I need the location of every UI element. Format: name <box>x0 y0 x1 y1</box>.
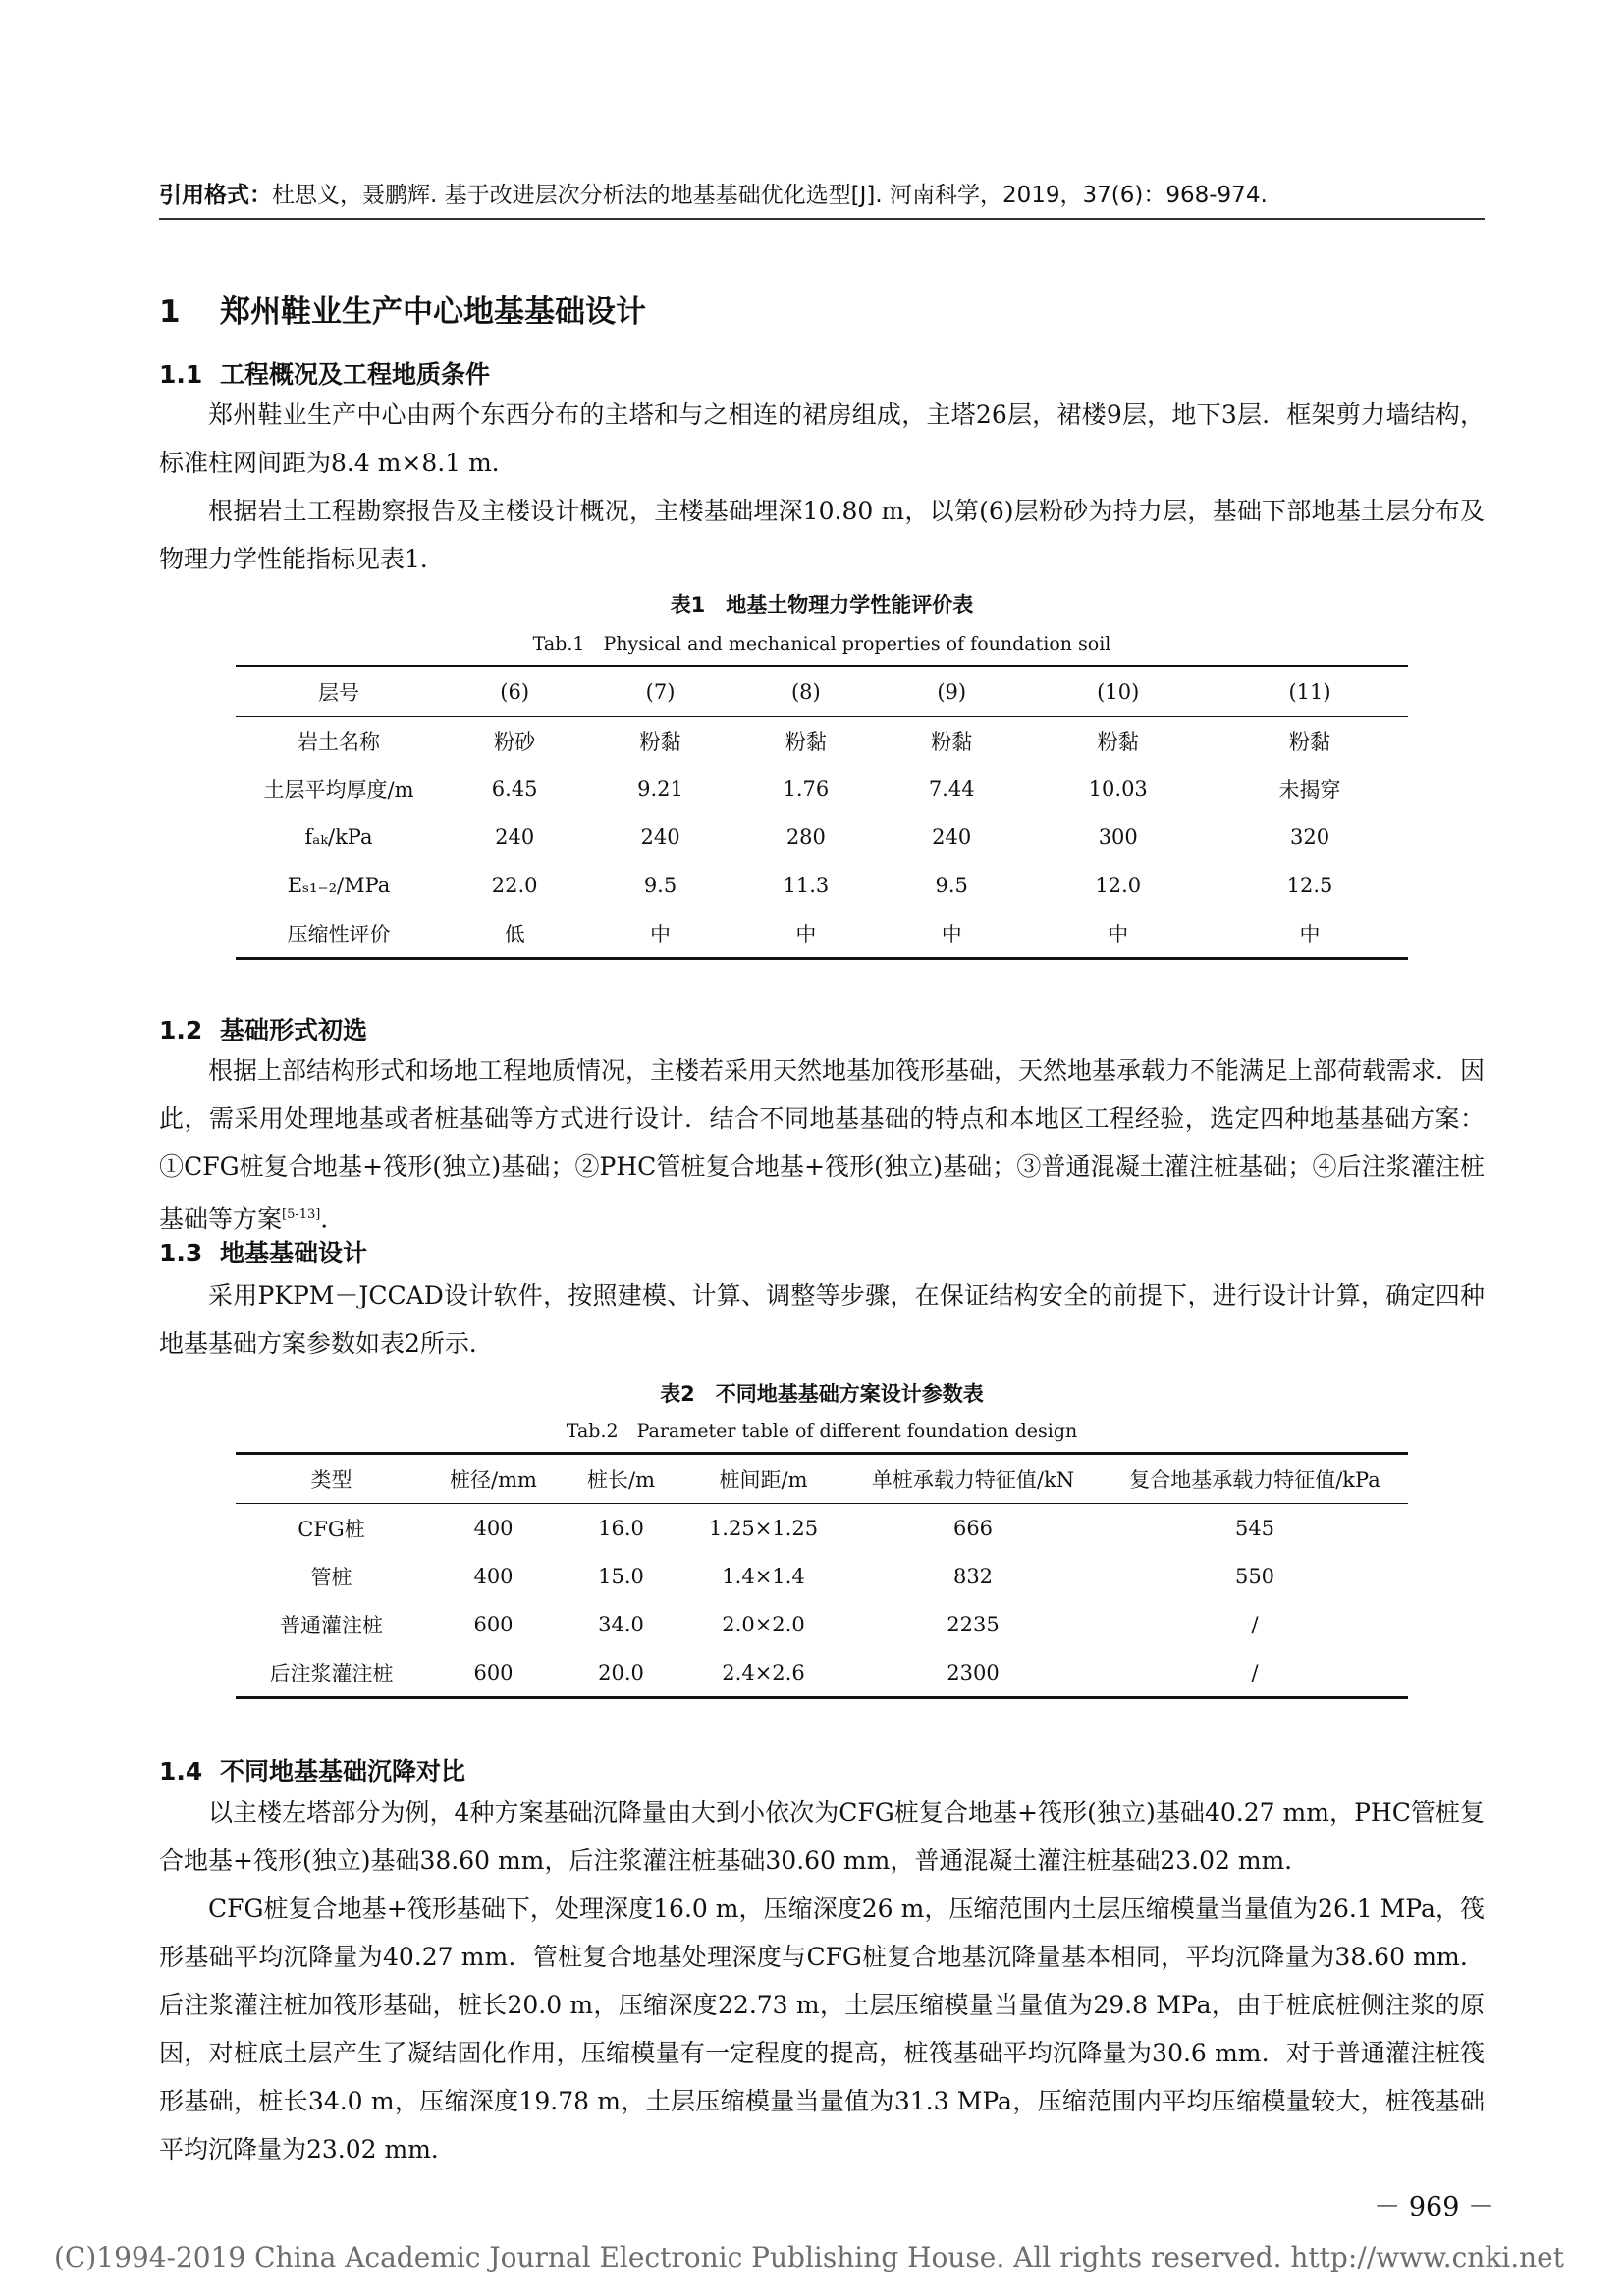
paragraph-block-1-1 <box>159 391 1485 583</box>
table-cell: 管桩 <box>310 1565 352 1589</box>
table-cell: 15.0 <box>598 1564 644 1588</box>
table-cell: 后注浆灌注桩 <box>269 1661 394 1685</box>
table-cell: 22.0 <box>491 873 538 897</box>
table-cell: 2235 <box>947 1612 1000 1636</box>
section-heading <box>159 287 646 331</box>
table-cell: 土层平均厚度/m <box>263 777 414 802</box>
table-cell: 240 <box>932 825 972 849</box>
table-cell: 2300 <box>947 1660 1000 1684</box>
table-cell: 11.3 <box>783 873 830 897</box>
table-cell: 未揭穿 <box>1278 777 1341 802</box>
table-row <box>236 765 1408 813</box>
table-cell: 中 <box>1299 922 1321 946</box>
subsection-number: 1.2 <box>159 1016 203 1044</box>
table-cell: 中 <box>941 922 962 946</box>
subsection-title: 工程概况及工程地质条件 <box>220 360 491 389</box>
subsection-heading-1-3 <box>159 1234 367 1269</box>
section-number: 1 <box>159 294 181 330</box>
citation-reference: [5-13] <box>282 1207 321 1222</box>
subsection-number: 1.4 <box>159 1757 203 1786</box>
table-cell: / <box>1251 1660 1259 1684</box>
table2 <box>236 1452 1408 1699</box>
table-cell: 低 <box>504 922 525 946</box>
table-cell: 1.76 <box>783 776 830 801</box>
table-cell: 20.0 <box>598 1660 644 1684</box>
subsection-number: 1.1 <box>159 360 203 389</box>
table-header-cell: 类型 <box>310 1468 352 1492</box>
table-row <box>236 909 1408 959</box>
table-row <box>236 1504 1408 1553</box>
citation-line <box>159 177 1485 209</box>
table-cell: 粉黏 <box>785 729 827 754</box>
table-cell: 1.25×1.25 <box>708 1516 819 1540</box>
subsection-title: 不同地基基础沉降对比 <box>220 1757 466 1786</box>
table-cell: 9.5 <box>643 873 677 897</box>
paragraph: 根据岩土工程勘察报告及主楼设计概况，主楼基础埋深10.80 m，以第(6)层粉砂为持力层，基础下部地基土层分布及物理力学性能指标见表1． <box>159 497 1485 573</box>
table-cell: 普通灌注桩 <box>280 1613 383 1637</box>
table-cell: 2.0×2.0 <box>722 1612 805 1636</box>
table-cell: CFG桩 <box>298 1517 365 1541</box>
table-cell: 粉黏 <box>931 729 973 754</box>
page-number: － 969 － <box>1374 2192 1494 2222</box>
citation-text: 杜思义，聂鹏辉. 基于改进层次分析法的地基基础优化选型[J]. 河南科学，2019，37(6)：968-974. <box>272 183 1268 208</box>
table-cell: fₐₖ/kPa <box>304 825 373 849</box>
table-header-cell: (8) <box>790 679 821 704</box>
paragraph: 郑州鞋业生产中心由两个东西分布的主塔和与之相连的裙房组成，主塔26层，裙楼9层，地下3层．框架剪力墙结构，标准柱网间距为8.4 m×8.1 m． <box>159 400 1485 477</box>
table-header-cell: 复合地基承载力特征值/kPa <box>1129 1468 1380 1492</box>
paragraph: CFG桩复合地基+筏形基础下，处理深度16.0 m，压缩深度26 m，压缩范围内土层压缩模量当量值为26.1 MPa，筏形基础平均沉降量为40.27 mm．管桩复合地基处理深度与CFG桩复合地基沉降量基本相同，平均沉降量为38.60 mm．后注浆灌注桩加筏形基础，桩长20.0 m，压缩深度22.73 m，土层压缩模量当量值为29.8 MPa，由于桩底桩侧注浆的原因，对桩底土层产生了凝结固化作用，压缩模量有一定程度的提高，桩筏基础平均沉降量为30.6 mm．对于普通灌注桩筏形基础，桩长34.0 m，压缩深度19.78 m，土层压缩模量当量值为31.3 MPa，压缩范围内平均压缩模量较大，桩筏基础平均沉降量为23.02 mm． <box>159 1895 1485 2163</box>
subsection-number: 1.3 <box>159 1239 203 1267</box>
table-header-cell: 层号 <box>318 680 359 705</box>
table-cell: 粉黏 <box>1289 729 1331 754</box>
section-title: 郑州鞋业生产中心地基基础设计 <box>220 294 646 330</box>
table-cell: 34.0 <box>598 1612 644 1636</box>
table-cell: 压缩性评价 <box>287 922 391 946</box>
table-header-cell: (10) <box>1097 679 1140 704</box>
table-row <box>236 861 1408 909</box>
table-cell: / <box>1251 1612 1259 1636</box>
table-cell: 中 <box>650 922 672 946</box>
paragraph: 以主楼左塔部分为例，4种方案基础沉降量由大到小依次为CFG桩复合地基+筏形(独立)基础40.27 mm，PHC管桩复合地基+筏形(独立)基础38.60 mm，后注浆灌注桩基础30.60 mm，普通混凝土灌注桩基础23.02 mm． <box>159 1798 1485 1875</box>
table-header-cell: 桩径/mm <box>450 1468 537 1492</box>
table-header-cell: (9) <box>937 679 967 704</box>
table-cell: 600 <box>473 1660 514 1684</box>
table-cell: 16.0 <box>598 1516 644 1540</box>
paragraph-end: ． <box>320 1204 346 1234</box>
table-cell: 中 <box>1108 922 1129 946</box>
table-cell: 9.5 <box>935 873 968 897</box>
paragraph: 采用PKPM－JCCAD设计软件，按照建模、计算、调整等步骤，在保证结构安全的前提下，进行设计计算，确定四种地基基础方案参数如表2所示． <box>159 1281 1485 1358</box>
table-cell: 粉黏 <box>639 729 681 754</box>
table-cell: 粉砂 <box>494 729 536 754</box>
table-row <box>236 717 1408 766</box>
copyright-footer: (C)1994-2019 China Academic Journal Electronic Publishing House. All rights reserved. http://www.cnki.net <box>54 2241 1565 2273</box>
table-cell: 9.21 <box>637 776 683 801</box>
table-cell: 6.45 <box>491 776 538 801</box>
subsection-heading-1-2 <box>159 1011 367 1046</box>
table-cell: Eₛ₁₋₂/MPa <box>287 873 391 897</box>
paragraph-block-1-4 <box>159 1789 1485 2173</box>
table-cell: 240 <box>640 825 680 849</box>
table-row <box>236 1552 1408 1600</box>
table-cell: 7.44 <box>928 776 975 801</box>
table2-caption-en: Tab.2 Parameter table of different foundation design <box>566 1420 1078 1442</box>
table-cell: 中 <box>795 922 817 946</box>
table-cell: 320 <box>1290 825 1330 849</box>
table-cell: 岩土名称 <box>298 729 380 754</box>
table-header-cell: 桩长/m <box>587 1468 655 1492</box>
table-cell: 1.4×1.4 <box>722 1564 805 1588</box>
table-row <box>236 1648 1408 1698</box>
table-cell: 545 <box>1234 1516 1275 1540</box>
subsection-heading-1-4 <box>159 1752 465 1788</box>
table-header-cell: (11) <box>1288 679 1331 704</box>
paragraph-text: 根据上部结构形式和场地工程地质情况，主楼若采用天然地基加筏形基础，天然地基承载力不能满足上部荷载需求．因此，需采用处理地基或者桩基础等方式进行设计．结合不同地基基础的特点和本地区工程经验，选定四种地基基础方案：①CFG桩复合地基+筏形(独立)基础；②PHC管桩复合地基+筏形(独立)基础；③普通混凝土灌注桩基础；④后注浆灌注桩基础等方案 <box>159 1056 1486 1234</box>
paragraph-block-1-3 <box>159 1271 1485 1367</box>
table1-caption-en: Tab.1 Physical and mechanical properties of foundation soil <box>532 633 1111 655</box>
table-row <box>236 813 1408 861</box>
table-cell: 2.4×2.6 <box>722 1660 805 1684</box>
header-rule <box>159 218 1485 220</box>
table-header-cell: (6) <box>500 679 530 704</box>
paragraph-block-1-2 <box>159 1046 1485 1243</box>
table-cell: 300 <box>1098 825 1138 849</box>
citation-label: 引用格式： <box>159 183 272 208</box>
table-header-cell: 单桩承载力特征值/kN <box>871 1468 1075 1492</box>
table-header-row <box>236 1454 1408 1504</box>
table-cell: 粉黏 <box>1097 729 1139 754</box>
table-cell: 666 <box>952 1516 994 1540</box>
table-header-row <box>236 667 1408 717</box>
table-header-cell: 桩间距/m <box>719 1468 808 1492</box>
subsection-title: 基础形式初选 <box>220 1016 368 1044</box>
table-cell: 400 <box>473 1516 514 1540</box>
table1 <box>236 665 1408 960</box>
table-cell: 10.03 <box>1088 776 1148 801</box>
table-cell: 12.0 <box>1095 873 1142 897</box>
table-cell: 280 <box>785 825 826 849</box>
table1-caption-cn: 表1 地基土物理力学性能评价表 <box>670 593 974 616</box>
table-cell: 12.5 <box>1286 873 1333 897</box>
table-cell: 400 <box>473 1564 514 1588</box>
table-cell: 832 <box>952 1564 994 1588</box>
table-cell: 550 <box>1234 1564 1275 1588</box>
subsection-title: 地基基础设计 <box>220 1239 368 1267</box>
table2-caption-cn: 表2 不同地基基础方案设计参数表 <box>660 1382 984 1406</box>
table-cell: 600 <box>473 1612 514 1636</box>
paragraph <box>159 1046 1485 1243</box>
subsection-heading-1-1 <box>159 355 490 391</box>
table-row <box>236 1600 1408 1648</box>
table-header-cell: (7) <box>645 679 676 704</box>
table-cell: 240 <box>495 825 535 849</box>
